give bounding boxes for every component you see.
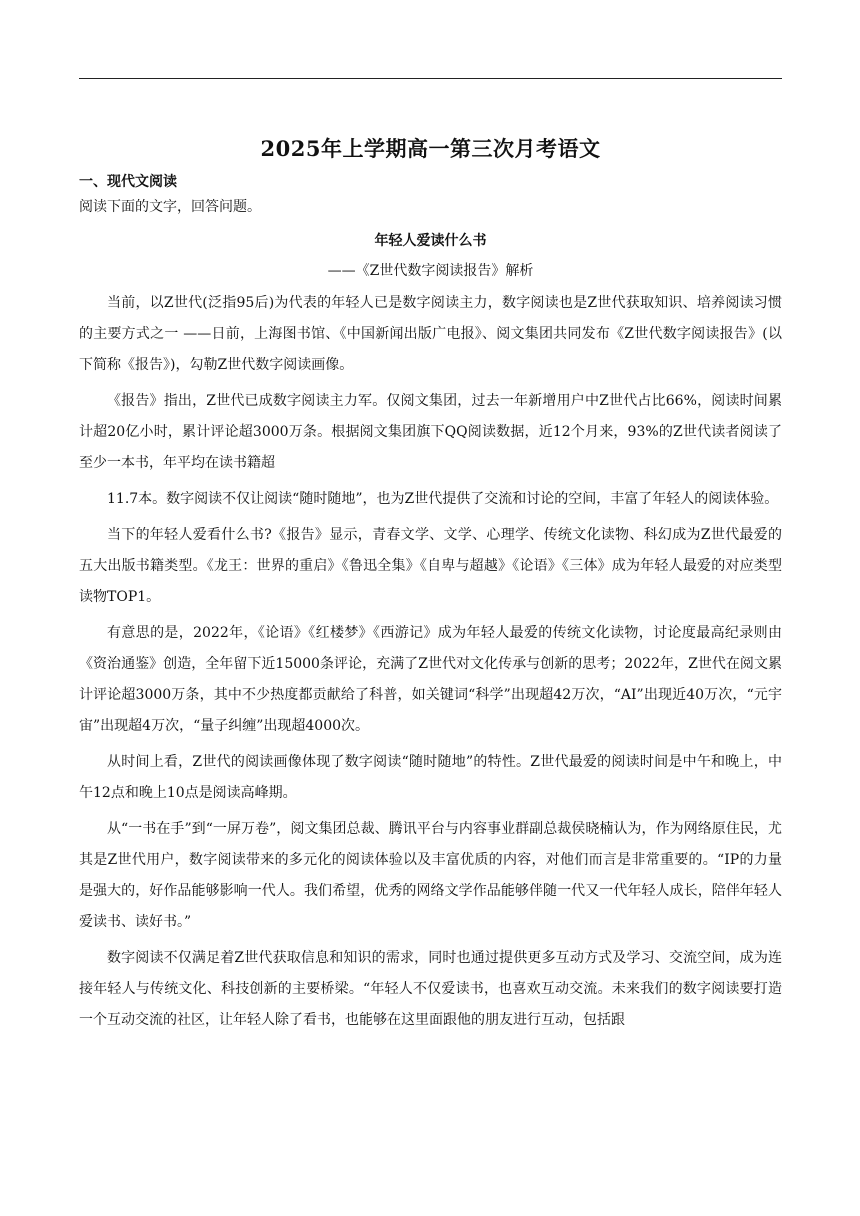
header-rule xyxy=(79,78,782,79)
article-paragraph: 11.7本。数字阅读不仅让阅读“随时随地”，也为Z世代提供了交流和讨论的空间，丰富了年轻人的阅读体验。 xyxy=(107,491,779,507)
article-paragraph: 《报告》指出，Z世代已成数字阅读主力军。仅阅文集团，过去一年新增用户中Z世代占比66%，阅读时间累计超20亿小时，累计评论超3000万条。根据阅文集团旗下QQ阅读数据，近12个月来，93%的Z世代读者阅读了至少一本书，年平均在读书籍超 xyxy=(79,393,782,471)
article-paragraph: 当前，以Z世代(泛指95后)为代表的年轻人已是数字阅读主力，数字阅读也是Z世代获取知识、培养阅读习惯的主要方式之一 ——日前，上海图书馆、《中国新闻出版广电报》、阅文集团共同发布《Z世代数字阅读报告》(以下简称《报告》)，勾勒Z世代数字阅读画像。 xyxy=(79,295,782,373)
exam-title: 2025年上学期高一第三次月考语文 xyxy=(260,136,601,161)
reading-instruction: 阅读下面的文字，回答问题。 xyxy=(79,199,261,215)
article-paragraph: 从时间上看，Z世代的阅读画像体现了数字阅读“随时随地”的特性。Z世代最爱的阅读时间是中午和晚上，中午12点和晚上10点是阅读高峰期。 xyxy=(79,754,782,801)
section-heading: 一、现代文阅读 xyxy=(79,174,177,190)
article-paragraph: 从“一书在手”到“一屏万卷”，阅文集团总裁、腾讯平台与内容事业群副总裁侯晓楠认为，作为网络原住民，尤其是Z世代用户，数字阅读带来的多元化的阅读体验以及丰富优质的内容，对他们而言是非常重要的。“IP的力量是强大的，好作品能够影响一代人。我们希望，优秀的网络文学作品能够伴随一代又一代年轻人成长，陪伴年轻人爱读书、读好书。” xyxy=(79,821,782,930)
document-body xyxy=(79,134,782,1041)
article-paragraph: 数字阅读不仅满足着Z世代获取信息和知识的需求，同时也通过提供更多互动方式及学习、交流空间，成为连接年轻人与传统文化、科技创新的主要桥梁。“年轻人不仅爱读书，也喜欢互动交流。未来我们的数字阅读要打造一个互动交流的社区，让年轻人除了看书，也能够在这里面跟他的朋友进行互动，包括跟 xyxy=(79,950,782,1028)
article-title: 年轻人爱读什么书 xyxy=(374,233,487,249)
article-paragraph: 当下的年轻人爱看什么书?《报告》显示，青春文学、文学、心理学、传统文化读物、科幻成为Z世代最爱的五大出版书籍类型。《龙王：世界的重启》《鲁迅全集》《自卑与超越》《论语》《三体》成为年轻人最爱的对应类型读物TOP1。 xyxy=(79,527,782,605)
article-paragraph: 有意思的是，2022年，《论语》《红楼梦》《西游记》成为年轻人最爱的传统文化读物，讨论度最高纪录则由《资治通鉴》创造，全年留下近15000条评论，充满了Z世代对文化传承与创新的思考；2022年，Z世代在阅文累计评论超3000万条，其中不少热度都贡献给了科普，如关键词“科学”出现超42万次，“AI”出现近40万次，“元宇宙”出现超4万次，“量子纠缠”出现超4000次。 xyxy=(79,625,782,734)
article-subtitle: ——《Z世代数字阅读报告》解析 xyxy=(327,263,534,279)
